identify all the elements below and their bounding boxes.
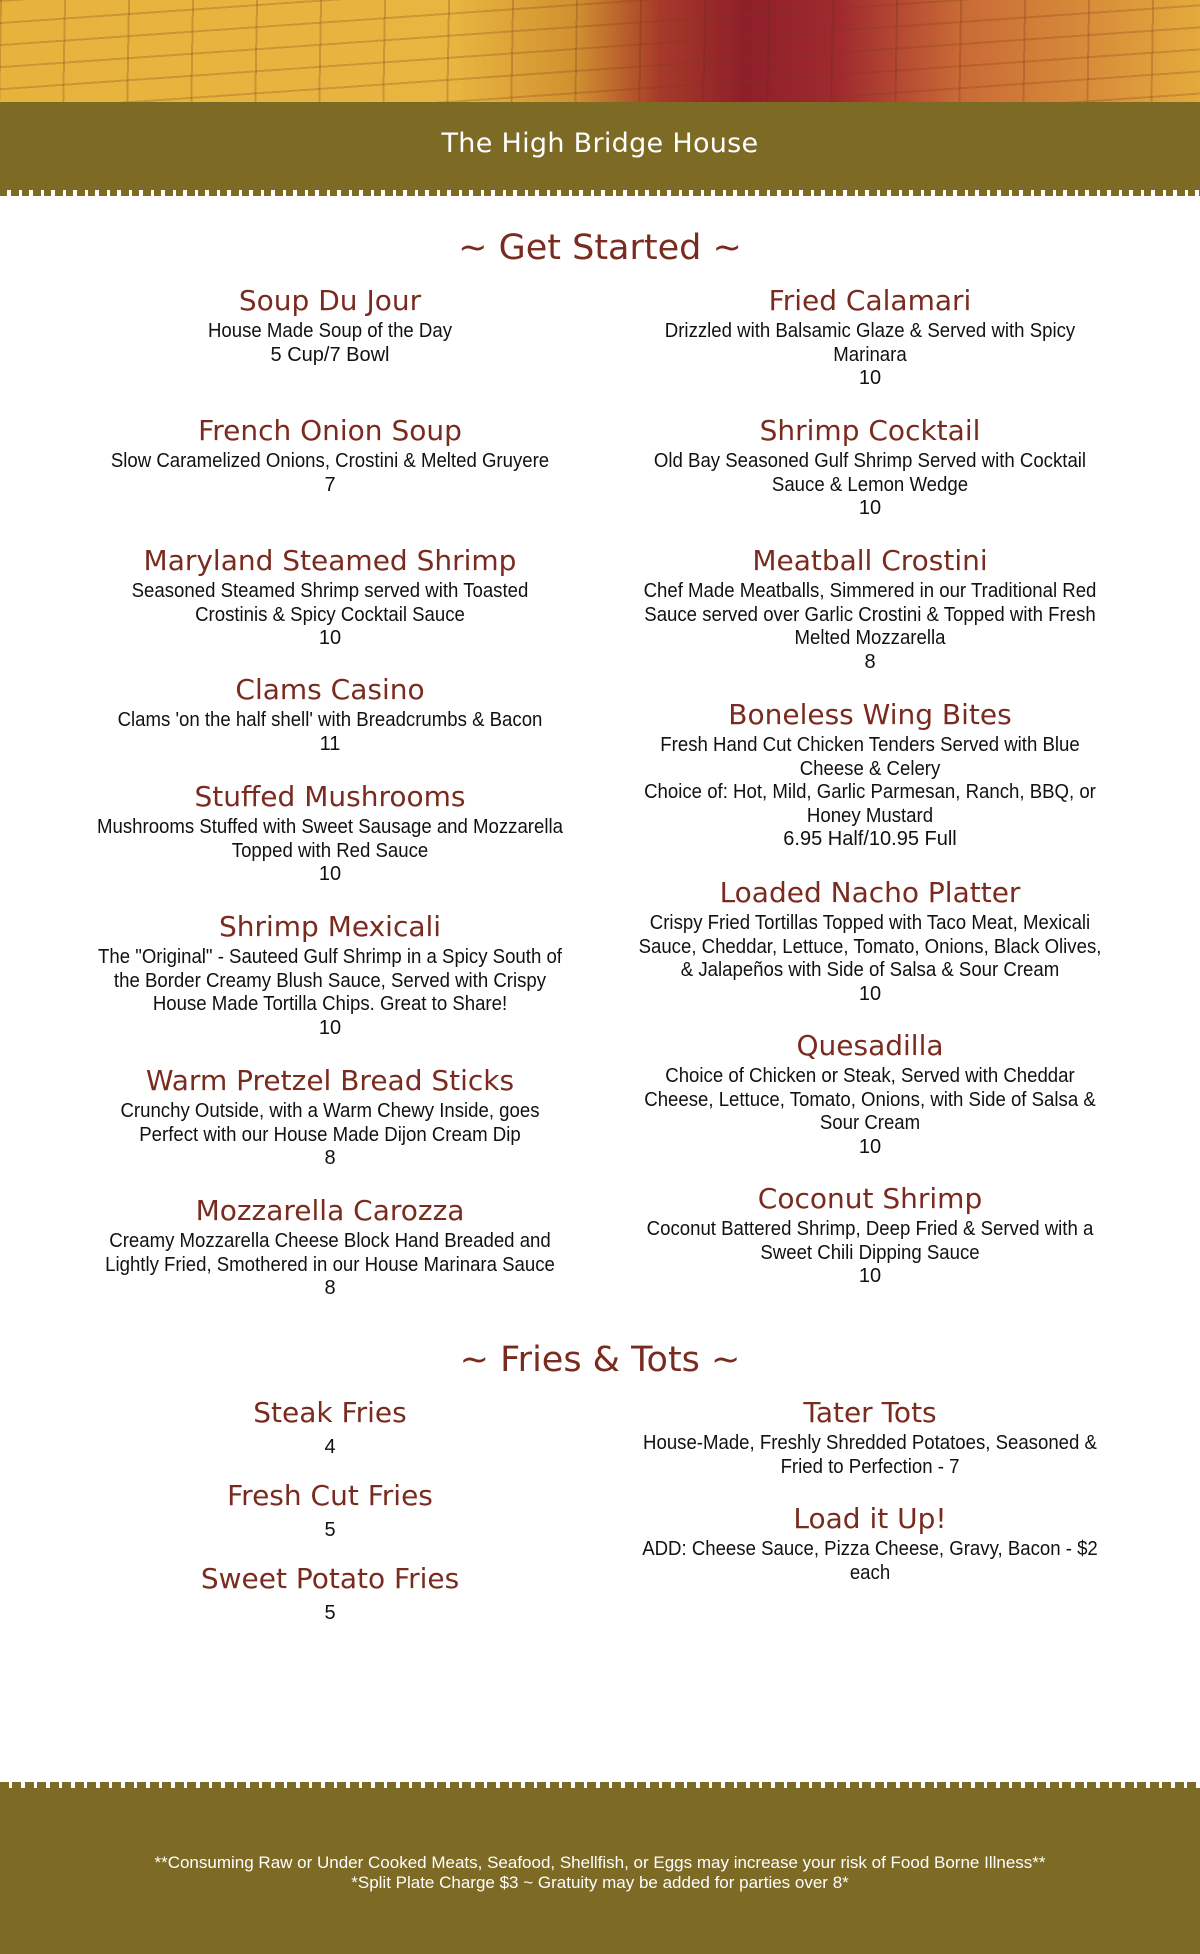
restaurant-title: The High Bridge House (441, 128, 759, 159)
menu-item (70, 1064, 590, 1171)
item-description: Coconut Battered Shrimp, Deep Fried & Served with a Sweet Chili Dipping Sauce (646, 1218, 1094, 1264)
item-price: 10 (858, 1265, 882, 1287)
item-name: Shrimp Cocktail (759, 414, 981, 447)
menu-item (70, 414, 590, 497)
menu-item (610, 1182, 1130, 1289)
menu-item (70, 910, 590, 1040)
menu-item (610, 1396, 1130, 1479)
footer-line-split-plate: *Split Plate Charge $3 ~ Gratuity may be added for parties over 8* (351, 1873, 849, 1892)
item-description: Crispy Fried Tortillas Topped with Taco Meat, Mexicali Sauce, Cheddar, Lettuce, Tomato, Onions, Black Olives, & Jalapeños with Side of Salsa & Sour Cream (638, 912, 1102, 981)
item-name: Soup Du Jour (238, 284, 422, 317)
item-description: House Made Soup of the Day (207, 320, 453, 342)
item-price: 10 (858, 497, 882, 519)
item-description: Fresh Hand Cut Chicken Tenders Served with Blue Cheese & Celery (660, 734, 1080, 780)
item-description: Clams 'on the half shell' with Breadcrumbs & Bacon (117, 709, 543, 731)
item-price: 10 (318, 627, 342, 649)
menu-item (70, 1396, 590, 1460)
item-description: House-Made, Freshly Shredded Potatoes, Seasoned & Fried to Perfection - 7 (643, 1432, 1097, 1478)
item-price: 6.95 Half/10.95 Full (783, 828, 957, 850)
item-name: Loaded Nacho Platter (719, 876, 1021, 909)
item-description: Choice of Chicken or Steak, Served with Cheddar Cheese, Lettuce, Tomato, Onions, with Side of Salsa & Sour Cream (644, 1065, 1096, 1134)
item-price: 10 (858, 1135, 882, 1158)
item-choices: Choice of: Hot, Mild, Garlic Parmesan, Ranch, BBQ, or Honey Mustard (644, 781, 1096, 827)
item-name: Load it Up! (793, 1502, 947, 1535)
item-name: Fresh Cut Fries (227, 1479, 433, 1512)
item-name: Stuffed Mushrooms (194, 780, 466, 813)
item-description: ADD: Cheese Sauce, Pizza Cheese, Gravy, Bacon - $2 each (642, 1538, 1098, 1584)
item-price: 8 (324, 1277, 336, 1299)
menu-item (610, 698, 1130, 852)
footer-line-health-warning: **Consuming Raw or Under Cooked Meats, Seafood, Shellfish, or Eggs may increase your risk of Food Borne Illness** (154, 1853, 1046, 1872)
menu-item (610, 876, 1130, 1006)
item-description: The "Original" - Sauteed Gulf Shrimp in a Spicy South of the Border Creamy Blush Sauce, Served with Crispy House Made Tortilla Chips. Great to Share! (98, 946, 562, 1015)
item-name: Steak Fries (253, 1396, 407, 1429)
item-name: Fried Calamari (768, 284, 972, 317)
header-artwork (0, 0, 1200, 104)
menu-item (610, 1502, 1130, 1585)
item-description: Drizzled with Balsamic Glaze & Served with Spicy Marinara (664, 320, 1076, 366)
menu-item (70, 1562, 590, 1626)
item-name: Mozzarella Carozza (195, 1194, 465, 1227)
item-name: Tater Tots (803, 1396, 937, 1429)
section-title-fries-tots: ~ Fries & Tots ~ (459, 1340, 741, 1380)
menu-item (610, 414, 1130, 521)
item-price: 10 (318, 1016, 342, 1039)
item-name: Sweet Potato Fries (200, 1562, 460, 1595)
item-price: 7 (324, 473, 336, 496)
section-title-get-started: ~ Get Started ~ (458, 228, 742, 268)
item-price: 5 (324, 1602, 336, 1624)
menu-item (70, 780, 590, 887)
item-description: Creamy Mozzarella Cheese Block Hand Breaded and Lightly Fried, Smothered in our House Marinara Sauce (105, 1230, 555, 1276)
menu-item (70, 544, 590, 651)
item-price: 10 (858, 982, 882, 1005)
item-description: Old Bay Seasoned Gulf Shrimp Served with Cocktail Sauce & Lemon Wedge (653, 450, 1087, 496)
item-name: Clams Casino (235, 673, 425, 706)
item-price: 8 (864, 650, 876, 673)
item-description: Crunchy Outside, with a Warm Chewy Inside, goes Perfect with our House Made Dijon Cream Dip (120, 1100, 540, 1146)
item-description: Seasoned Steamed Shrimp served with Toasted Crostinis & Spicy Cocktail Sauce (131, 580, 529, 626)
menu-item (610, 544, 1130, 674)
item-price: 8 (324, 1147, 336, 1169)
menu-item (610, 1029, 1130, 1159)
item-price: 5 Cup/7 Bowl (270, 343, 390, 366)
menu-item (70, 284, 590, 367)
item-name: Meatball Crostini (752, 544, 988, 577)
item-name: French Onion Soup (198, 414, 462, 447)
menu-item (70, 673, 590, 756)
item-price: 10 (858, 367, 882, 389)
item-name: Coconut Shrimp (757, 1182, 983, 1215)
item-price: 10 (318, 863, 342, 885)
item-name: Maryland Steamed Shrimp (143, 544, 517, 577)
footer-disclaimer (0, 1853, 1200, 1893)
item-name: Quesadilla (796, 1029, 944, 1062)
item-description: Mushrooms Stuffed with Sweet Sausage and Mozzarella Topped with Red Sauce (97, 816, 563, 862)
item-description: Slow Caramelized Onions, Crostini & Melted Gruyere (110, 450, 550, 472)
menu-item (70, 1479, 590, 1543)
item-name: Boneless Wing Bites (728, 698, 1012, 731)
item-description: Chef Made Meatballs, Simmered in our Traditional Red Sauce served over Garlic Crostini & Topped with Fresh Melted Mozzarella (643, 580, 1097, 649)
item-price: 5 (324, 1519, 336, 1541)
item-price: 4 (324, 1436, 336, 1458)
menu-item (610, 284, 1130, 391)
item-name: Shrimp Mexicali (218, 910, 442, 943)
item-name: Warm Pretzel Bread Sticks (145, 1064, 515, 1097)
menu-item (70, 1194, 590, 1301)
item-price: 11 (319, 732, 341, 755)
